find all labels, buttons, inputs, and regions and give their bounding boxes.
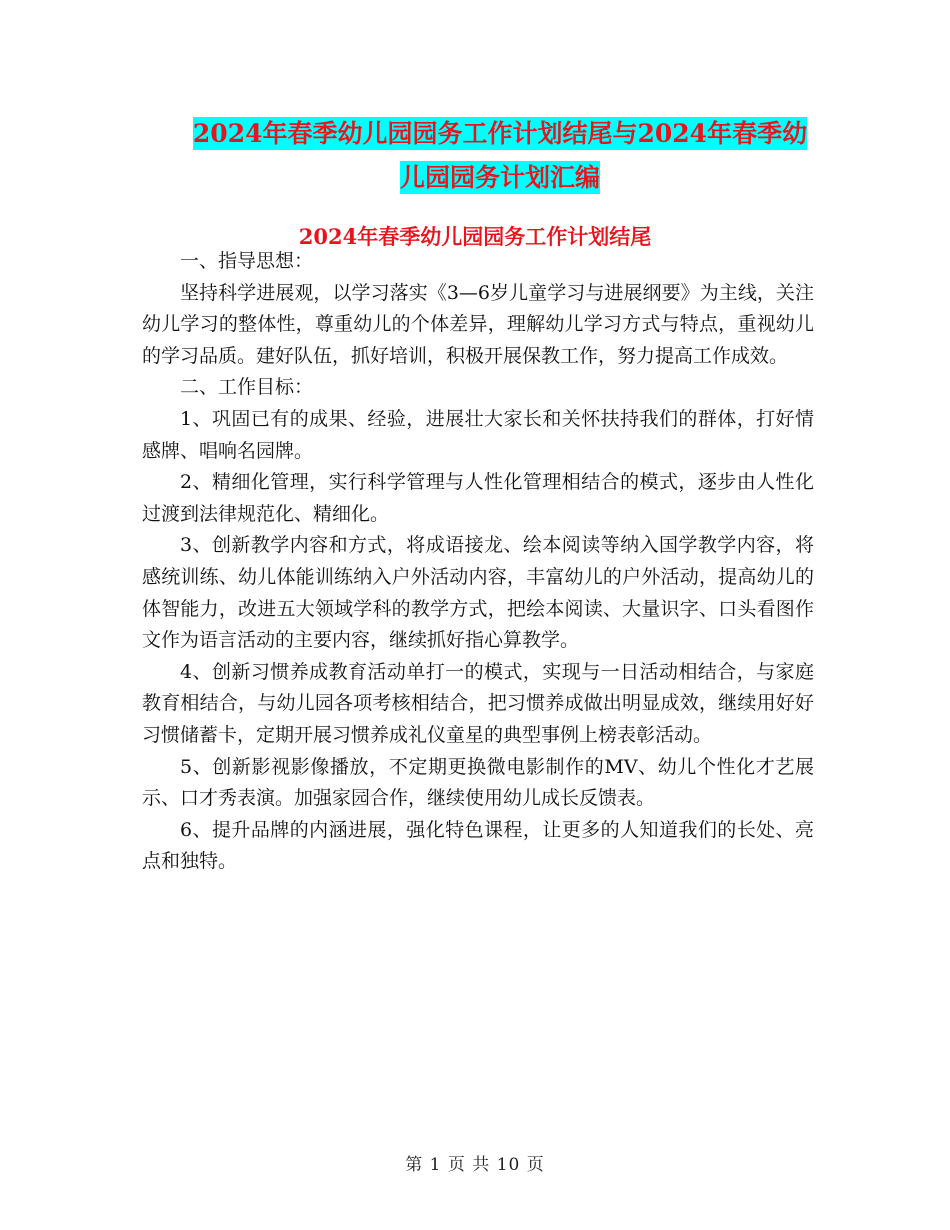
paragraph: 1、巩固已有的成果、经验，进展壮大家长和关怀扶持我们的群体，打好情感牌、唱响名园牌。	[142, 407, 814, 462]
paragraph: 坚持科学进展观，以学习落实《3—6岁儿童学习与进展纲要》为主线，关注幼儿学习的整体性，尊重幼儿的个体差异，理解幼儿学习方式与特点，重视幼儿的学习品质。建好队伍，抓好培训，积极开展保教工作，努力提高工作成效。	[142, 281, 814, 367]
document-title-line-2: 儿园园务计划汇编	[399, 163, 600, 192]
paragraph-heading-guiding-ideology: 一、指导思想：	[180, 250, 314, 272]
section-title: 2024年春季幼儿园园务工作计划结尾	[298, 224, 652, 249]
page-footer: 第 1 页 共 10 页	[405, 1155, 545, 1175]
document-title	[140, 112, 860, 200]
paragraph: 4、创新习惯养成教育活动单打一的模式，实现与一日活动相结合，与家庭教育相结合，与幼儿园各项考核相结合，把习惯养成做出明显成效，继续用好好习惯储蓄卡，定期开展习惯养成礼仪童星的典型事例上榜表彰活动。	[142, 660, 814, 746]
paragraph: 2、精细化管理，实行科学管理与人性化管理相结合的模式，逐步由人性化过渡到法律规范化、精细化。	[142, 471, 814, 525]
paragraph-heading-work-goals: 二、工作目标：	[180, 376, 314, 399]
document-body	[142, 246, 814, 878]
document-title-line-1: 2024年春季幼儿园园务工作计划结尾与2024年春季幼	[192, 119, 808, 148]
paragraph: 3、创新教学内容和方式，将成语接龙、绘本阅读等纳入国学教学内容，将感统训练、幼儿体能训练纳入户外活动内容，丰富幼儿的户外活动，提高幼儿的体智能力，改进五大领域学科的教学方式，把绘本阅读、大量识字、口头看图作文作为语言活动的主要内容，继续抓好指心算教学。	[142, 534, 814, 652]
paragraph: 5、创新影视影像播放，不定期更换微电影制作的MV、幼儿个性化才艺展示、口才秀表演。加强家园合作，继续使用幼儿成长反馈表。	[142, 755, 814, 810]
paragraph: 6、提升品牌的内涵进展，强化特色课程，让更多的人知道我们的长处、亮点和独特。	[142, 818, 814, 873]
